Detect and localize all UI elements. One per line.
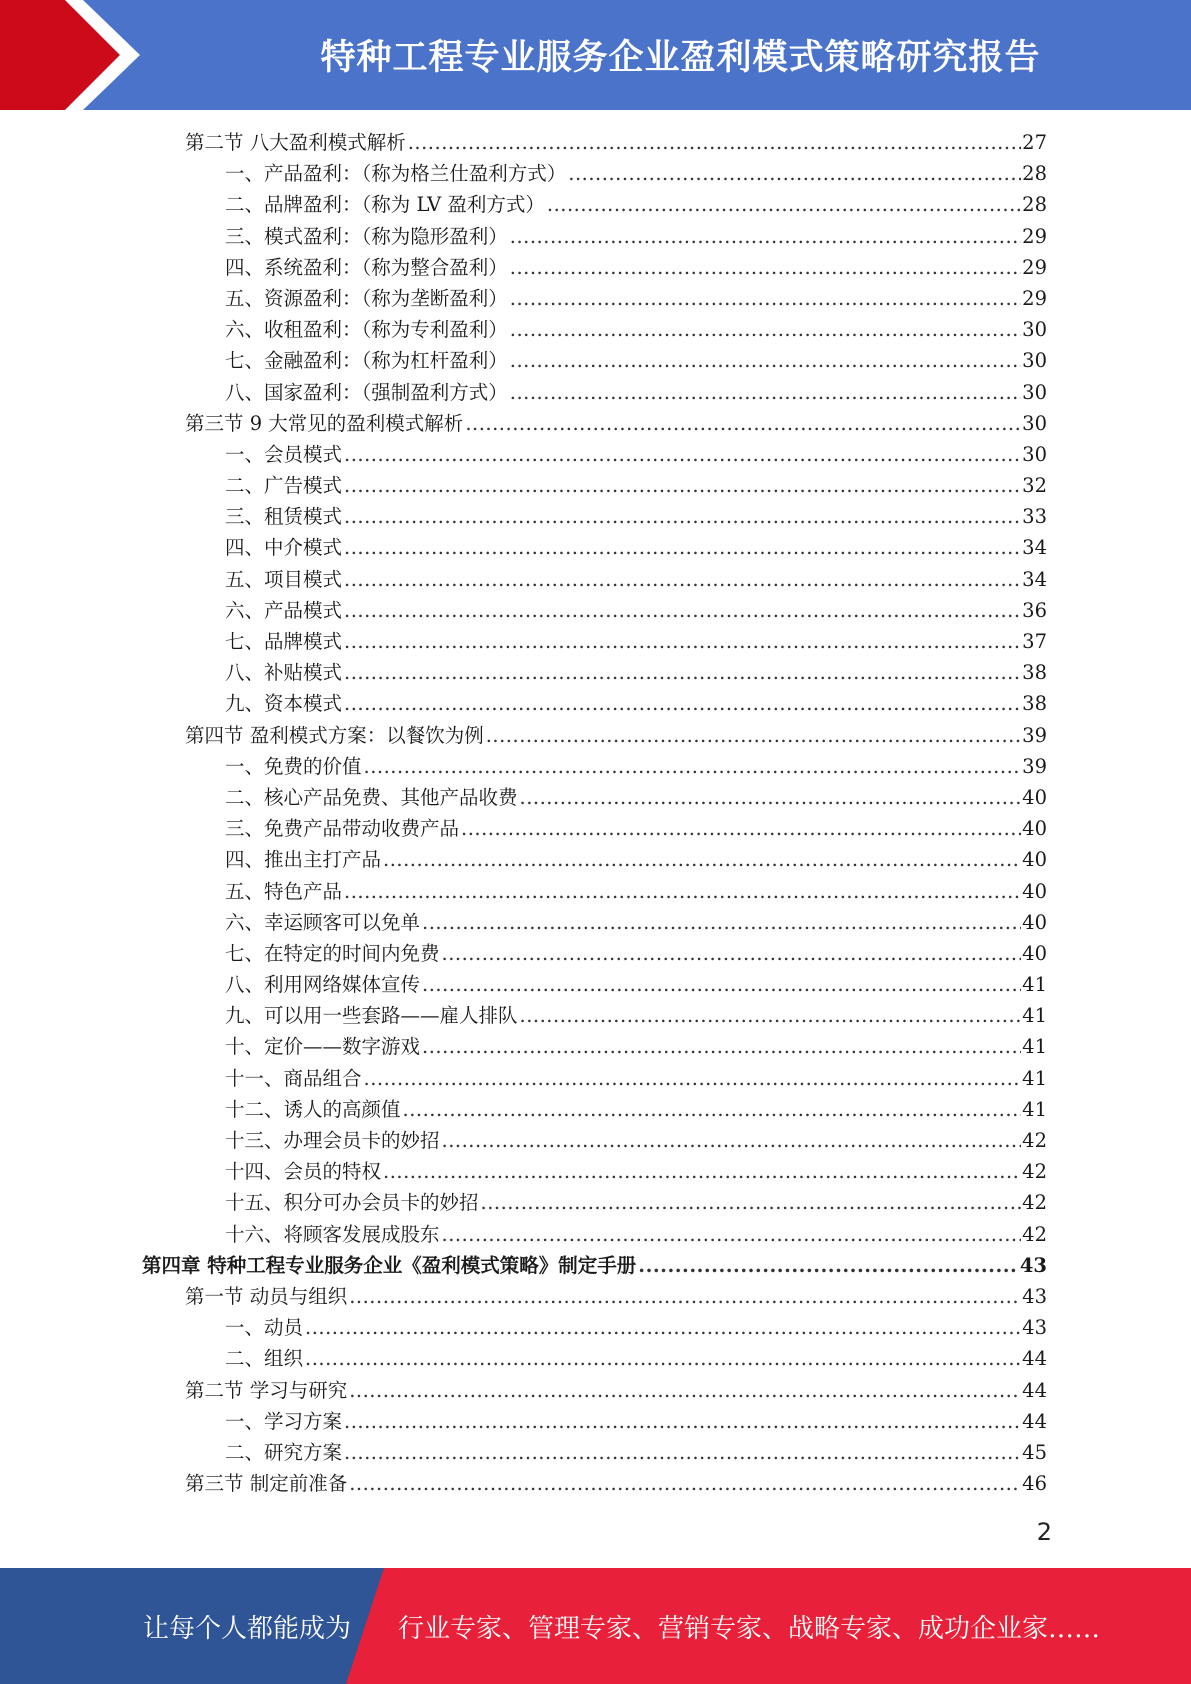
toc-subsection-entry[interactable]: [225, 1094, 1047, 1125]
toc-subsection-entry[interactable]: [225, 532, 1047, 563]
toc-entry-page: 34: [1022, 536, 1047, 560]
toc-entry-label: 五、特色产品: [225, 879, 343, 903]
toc-subsection-entry[interactable]: [225, 876, 1047, 907]
toc-entry-label: 二、研究方案: [225, 1440, 343, 1464]
toc-subsection-entry[interactable]: [225, 782, 1047, 813]
toc-subsection-entry[interactable]: [225, 938, 1047, 969]
toc-leader-dots: [486, 720, 1021, 751]
toc-leader-dots: [442, 938, 1022, 969]
toc-entry-page: 33: [1022, 505, 1047, 529]
toc-leader-dots: [461, 813, 1021, 844]
toc-entry-label: 一、产品盈利：（称为格兰仕盈利方式）: [225, 162, 567, 186]
toc-leader-dots: [383, 844, 1021, 875]
toc-leader-dots: [510, 377, 1021, 408]
toc-leader-dots: [481, 1187, 1022, 1218]
toc-subsection-entry[interactable]: [225, 595, 1047, 626]
toc-leader-dots: [349, 1468, 1021, 1499]
toc-entry-page: 40: [1022, 941, 1047, 965]
toc-leader-dots: [442, 1125, 1022, 1156]
toc-leader-dots: [465, 408, 1021, 439]
toc-subsection-entry[interactable]: [225, 1437, 1047, 1468]
toc-entry-page: 40: [1022, 848, 1047, 872]
toc-entry-label: 第三节 9 大常见的盈利模式解析: [185, 411, 464, 435]
page-footer: [0, 1568, 1191, 1684]
toc-leader-dots: [344, 626, 1021, 657]
toc-entry-page: 30: [1022, 318, 1047, 342]
toc-subsection-entry[interactable]: [225, 470, 1047, 501]
toc-entry-page: 29: [1022, 255, 1047, 279]
toc-entry-label: 二、品牌盈利：（称为 LV 盈利方式）: [225, 193, 545, 217]
toc-entry-label: 五、资源盈利：（称为垄断盈利）: [225, 286, 508, 310]
toc-subsection-entry[interactable]: [225, 221, 1047, 252]
toc-entry-label: 一、动员: [225, 1316, 304, 1340]
footer-slogan-right: 行业专家、管理专家、营销专家、战略专家、成功企业家……: [398, 1613, 1101, 1644]
toc-entry-page: 44: [1022, 1347, 1047, 1371]
toc-section-entry[interactable]: [185, 127, 1047, 158]
toc-entry-page: 28: [1022, 162, 1047, 186]
toc-leader-dots: [408, 127, 1021, 158]
toc-leader-dots: [403, 1094, 1022, 1125]
toc-entry-label: 第二节 八大盈利模式解析: [185, 131, 406, 154]
toc-entry-page: 28: [1022, 193, 1047, 217]
toc-subsection-entry[interactable]: [225, 1000, 1047, 1031]
toc-subsection-entry[interactable]: [225, 501, 1047, 532]
toc-entry-page: 41: [1022, 1066, 1047, 1090]
page-number: 2: [1036, 1518, 1052, 1546]
toc-entry-label: 十三、办理会员卡的妙招: [225, 1129, 440, 1152]
toc-leader-dots: [344, 564, 1021, 595]
toc-leader-dots: [510, 314, 1021, 345]
toc-entry-label: 二、组织: [225, 1347, 304, 1371]
toc-leader-dots: [510, 221, 1021, 252]
toc-leader-dots: [344, 1437, 1021, 1468]
report-title: 特种工程专业服务企业盈利模式策略研究报告: [320, 38, 1041, 78]
toc-leader-dots: [442, 1219, 1022, 1250]
toc-subsection-entry[interactable]: [225, 1125, 1047, 1156]
toc-subsection-entry[interactable]: [225, 1406, 1047, 1437]
toc-leader-dots: [510, 252, 1021, 283]
table-of-contents: [0, 127, 1191, 1499]
toc-entry-label: 十二、诱人的高颜值: [225, 1097, 401, 1121]
toc-entry-page: 39: [1022, 723, 1047, 747]
toc-subsection-entry[interactable]: [225, 158, 1047, 189]
toc-entry-page: 40: [1022, 879, 1047, 903]
toc-subsection-entry[interactable]: [225, 657, 1047, 688]
toc-entry-page: 46: [1022, 1472, 1047, 1496]
toc-entry-label: 第三节 制定前准备: [185, 1472, 348, 1496]
toc-subsection-entry[interactable]: [225, 564, 1047, 595]
toc-subsection-entry[interactable]: [225, 283, 1047, 314]
toc-subsection-entry[interactable]: [225, 813, 1047, 844]
toc-entry-page: 30: [1022, 411, 1047, 435]
toc-leader-dots: [344, 595, 1021, 626]
toc-entry-page: 30: [1022, 442, 1047, 466]
toc-subsection-entry[interactable]: [225, 439, 1047, 470]
toc-leader-dots: [568, 158, 1021, 189]
toc-leader-dots: [344, 532, 1021, 563]
toc-entry-label: 一、免费的价值: [225, 754, 362, 778]
toc-entry-page: 42: [1022, 1160, 1047, 1184]
toc-leader-dots: [344, 657, 1021, 688]
toc-leader-dots: [638, 1250, 1019, 1281]
toc-leader-dots: [422, 969, 1021, 1000]
toc-entry-label: 八、利用网络媒体宣传: [225, 973, 421, 997]
toc-leader-dots: [547, 189, 1021, 220]
toc-leader-dots: [344, 470, 1021, 501]
toc-entry-page: 39: [1022, 754, 1047, 778]
toc-entry-label: 八、补贴模式: [225, 661, 343, 685]
toc-entry-page: 38: [1022, 692, 1047, 716]
toc-entry-page: 40: [1022, 785, 1047, 809]
toc-entry-label: 三、模式盈利：（称为隐形盈利）: [225, 224, 508, 248]
toc-subsection-entry[interactable]: [225, 1031, 1047, 1062]
toc-chapter-entry[interactable]: [142, 1250, 1047, 1281]
toc-entry-label: 一、会员模式: [225, 442, 343, 466]
toc-subsection-entry[interactable]: [225, 1156, 1047, 1187]
toc-subsection-entry[interactable]: [225, 751, 1047, 782]
toc-entry-label: 八、国家盈利：（强制盈利方式）: [225, 380, 508, 404]
toc-entry-label: 六、产品模式: [225, 598, 343, 622]
toc-subsection-entry[interactable]: [225, 626, 1047, 657]
toc-entry-page: 30: [1022, 349, 1047, 373]
toc-entry-label: 十六、将顾客发展成股东: [225, 1222, 440, 1246]
toc-entry-label: 第二节 学习与研究: [185, 1378, 348, 1402]
toc-leader-dots: [344, 439, 1021, 470]
toc-entry-page: 42: [1022, 1222, 1047, 1246]
toc-entry-page: 27: [1022, 131, 1047, 154]
toc-entry-label: 第四节 盈利模式方案：以餐饮为例: [185, 723, 484, 747]
toc-leader-dots: [349, 1281, 1021, 1312]
toc-entry-label: 四、中介模式: [225, 536, 343, 560]
toc-leader-dots: [305, 1343, 1021, 1374]
toc-entry-page: 40: [1022, 817, 1047, 841]
toc-leader-dots: [364, 751, 1022, 782]
toc-entry-page: 42: [1022, 1191, 1047, 1215]
toc-entry-page: 29: [1022, 286, 1047, 310]
toc-entry-label: 第一节 动员与组织: [185, 1284, 348, 1308]
toc-subsection-entry[interactable]: [225, 1219, 1047, 1250]
toc-entry-label: 六、收租盈利：（称为专利盈利）: [225, 318, 508, 342]
toc-entry-label: 九、资本模式: [225, 692, 343, 716]
toc-section-entry[interactable]: [185, 1375, 1047, 1406]
toc-entry-label: 十四、会员的特权: [225, 1160, 382, 1184]
toc-leader-dots: [510, 283, 1021, 314]
toc-section-entry[interactable]: [185, 408, 1047, 439]
toc-leader-dots: [344, 688, 1021, 719]
toc-leader-dots: [344, 501, 1021, 532]
toc-entry-page: 43: [1019, 1253, 1047, 1277]
toc-entry-page: 30: [1022, 380, 1047, 404]
toc-subsection-entry[interactable]: [225, 907, 1047, 938]
toc-entry-page: 43: [1022, 1284, 1047, 1308]
toc-subsection-entry[interactable]: [225, 844, 1047, 875]
toc-entry-label: 二、广告模式: [225, 474, 343, 498]
toc-entry-label: 四、推出主打产品: [225, 848, 382, 872]
toc-leader-dots: [422, 907, 1021, 938]
toc-leader-dots: [520, 782, 1022, 813]
toc-entry-label: 七、品牌模式: [225, 630, 343, 653]
toc-entry-page: 41: [1022, 1097, 1047, 1121]
toc-entry-label: 七、金融盈利：（称为杠杆盈利）: [225, 349, 508, 373]
toc-entry-page: 44: [1022, 1409, 1047, 1433]
toc-entry-page: 34: [1022, 567, 1047, 591]
toc-entry-label: 一、学习方案: [225, 1409, 343, 1433]
toc-entry-label: 十五、积分可办会员卡的妙招: [225, 1191, 479, 1215]
toc-subsection-entry[interactable]: [225, 377, 1047, 408]
toc-entry-page: 29: [1022, 224, 1047, 248]
toc-leader-dots: [422, 1031, 1021, 1062]
toc-leader-dots: [305, 1312, 1021, 1343]
toc-entry-label: 七、在特定的时间内免费: [225, 941, 440, 965]
toc-entry-label: 第四章 特种工程专业服务企业《盈利模式策略》制定手册: [142, 1253, 637, 1277]
toc-section-entry[interactable]: [185, 1468, 1047, 1499]
toc-section-entry[interactable]: [185, 720, 1047, 751]
toc-subsection-entry[interactable]: [225, 1063, 1047, 1094]
toc-leader-dots: [383, 1156, 1021, 1187]
toc-entry-label: 五、项目模式: [225, 567, 343, 591]
toc-leader-dots: [349, 1375, 1021, 1406]
toc-section-entry[interactable]: [185, 1281, 1047, 1312]
toc-entry-page: 38: [1022, 661, 1047, 685]
toc-entry-label: 十、定价——数字游戏: [225, 1035, 421, 1059]
toc-entry-label: 二、核心产品免费、其他产品收费: [225, 785, 518, 809]
toc-subsection-entry[interactable]: [225, 314, 1047, 345]
toc-leader-dots: [344, 876, 1021, 907]
toc-entry-label: 六、幸运顾客可以免单: [225, 910, 421, 934]
toc-subsection-entry[interactable]: [225, 1343, 1047, 1374]
toc-entry-page: 32: [1022, 474, 1047, 498]
toc-entry-page: 45: [1022, 1440, 1047, 1464]
toc-entry-page: 42: [1022, 1129, 1047, 1152]
toc-entry-label: 三、免费产品带动收费产品: [225, 817, 460, 841]
toc-subsection-entry[interactable]: [225, 969, 1047, 1000]
toc-leader-dots: [510, 345, 1021, 376]
toc-entry-page: 36: [1022, 598, 1047, 622]
toc-entry-page: 37: [1022, 630, 1047, 653]
toc-subsection-entry[interactable]: [225, 1187, 1047, 1218]
toc-leader-dots: [364, 1063, 1022, 1094]
page-header: [0, 0, 1191, 110]
toc-entry-page: 40: [1022, 910, 1047, 934]
toc-entry-label: 十一、商品组合: [225, 1066, 362, 1090]
toc-leader-dots: [344, 1406, 1021, 1437]
toc-entry-page: 43: [1022, 1316, 1047, 1340]
toc-entry-page: 41: [1022, 1004, 1047, 1028]
toc-subsection-entry[interactable]: [225, 1312, 1047, 1343]
toc-entry-label: 四、系统盈利：（称为整合盈利）: [225, 255, 508, 279]
toc-entry-page: 44: [1022, 1378, 1047, 1402]
toc-subsection-entry[interactable]: [225, 688, 1047, 719]
toc-entry-label: 九、可以用一些套路——雇人排队: [225, 1004, 518, 1028]
footer-slogan-left: 让每个人都能成为: [143, 1613, 352, 1644]
toc-entry-label: 三、租赁模式: [225, 505, 343, 529]
toc-leader-dots: [520, 1000, 1022, 1031]
toc-subsection-entry[interactable]: [225, 345, 1047, 376]
toc-subsection-entry[interactable]: [225, 252, 1047, 283]
toc-entry-page: 41: [1022, 973, 1047, 997]
toc-entry-page: 41: [1022, 1035, 1047, 1059]
red-arrow-decoration: [0, 0, 150, 110]
toc-subsection-entry[interactable]: [225, 189, 1047, 220]
